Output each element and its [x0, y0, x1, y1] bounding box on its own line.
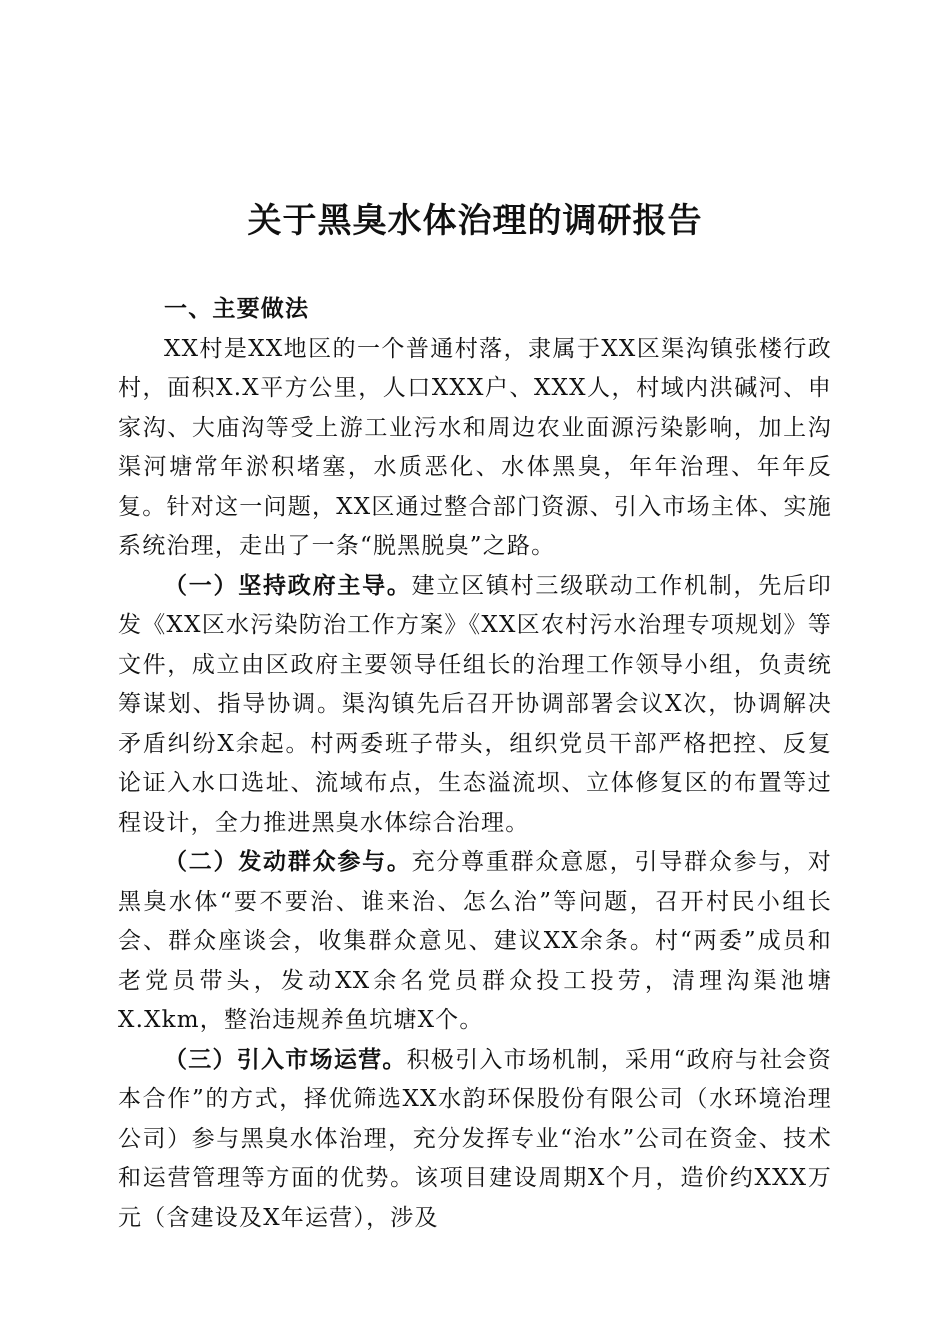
- intro-paragraph: XX村是XX地区的一个普通村落，隶属于XX区渠沟镇张楼行政村，面积X.X平方公里，人口XXX户、XXX人，村域内洪碱河、申家沟、大庙沟等受上游工业污水和周边农业面源污染影响，加上沟渠河塘常年淤积堵塞，水质恶化、水体黑臭，年年治理、年年反复。针对这一问题，XX区通过整合部门资源、引入市场主体、实施系统治理，走出了一条“脱黑脱臭”之路。: [118, 335, 832, 559]
- subheading-public-participation: （二）发动群众参与。: [164, 849, 412, 875]
- document-title: 关于黑臭水体治理的调研报告: [247, 201, 703, 241]
- paragraph-market-operation: [118, 1041, 832, 1239]
- document-body: [118, 290, 832, 1238]
- subheading-market-operation: （三）引入市场运营。: [164, 1046, 407, 1073]
- text-government-led: 建立区镇村三级联动工作机制，先后印发《XX区水污染防治工作方案》《XX区农村污水治理专项规划》等文件，成立由区政府主要领导任组长的治理工作领导小组，负责统筹谋划、指导协调。渠沟镇先后召开协调部署会议X次，协调解决矛盾纠纷X余起。村两委班子带头，组织党员干部严格把控、反复论证入水口选址、流域布点，生态溢流坝、立体修复区的布置等过程设计，全力推进黑臭水体综合治理。: [118, 572, 833, 836]
- text-public-participation: 充分尊重群众意愿，引导群众参与，对黑臭水体“要不要治、谁来治、怎么治”等问题，召开村民小组长会、群众座谈会，收集群众意见、建议XX余条。村“两委”成员和老党员带头，发动XX余名党员群众投工投劳，清理沟渠池塘X.Xkm，整治违规养鱼坑塘X个。: [118, 849, 833, 1033]
- subheading-government-led: （一）坚持政府主导。: [164, 572, 412, 599]
- paragraph-government-led: [118, 567, 832, 844]
- paragraph-public-participation: [118, 843, 832, 1041]
- section-heading: 一、主要做法: [164, 296, 310, 322]
- text-market-operation: 积极引入市场机制，采用“政府与社会资本合作”的方式，择优筛选XX水韵环保股份有限公司（水环境治理公司）参与黑臭水体治理，充分发挥专业“治水”公司在资金、技术和运营管理等方面的优势。该项目建设周期X个月，造价约XXX万元（含建设及X年运营），涉及: [118, 1046, 833, 1231]
